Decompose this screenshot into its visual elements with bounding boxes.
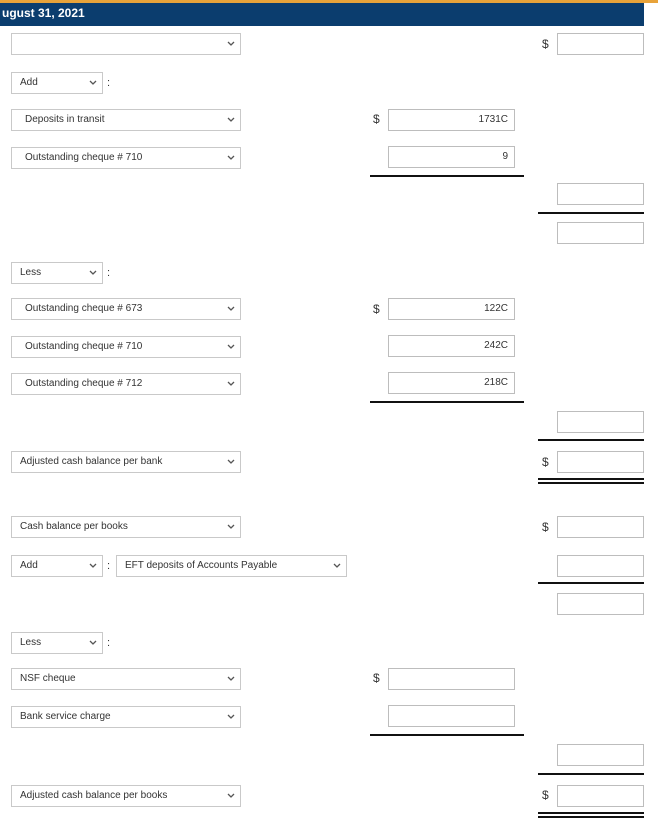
dollar-sign: $ [373,302,380,316]
total-rule [538,439,644,441]
dollar-sign: $ [542,37,549,51]
dollar-sign: $ [373,671,380,685]
bank-less-item-1-amount[interactable]: 122C [388,298,515,320]
chevron-down-icon [226,337,236,357]
cash-per-books-input[interactable] [557,516,644,538]
subtotal-rule [370,175,524,177]
adjusted-bank-total-input[interactable] [557,451,644,473]
books-less-total-input[interactable] [557,744,644,766]
bank-less-item-3-select[interactable]: Outstanding cheque # 712 [11,373,241,395]
colon-separator: : [107,637,111,649]
bank-less-item-3-amount[interactable]: 218C [388,372,515,394]
double-rule-top [538,812,644,814]
double-rule-top [538,478,644,480]
adjusted-books-total-input[interactable] [557,785,644,807]
chevron-down-icon [226,669,236,689]
books-less-select[interactable]: Less [11,632,103,654]
bank-less-item-2-select[interactable]: Outstanding cheque # 710 [11,336,241,358]
dollar-sign: $ [542,520,549,534]
colon-separator: : [107,267,111,279]
books-add-total-input[interactable] [557,555,644,577]
bank-add-item-2-amount[interactable]: 9 [388,146,515,168]
books-less-item-2-amount[interactable] [388,705,515,727]
chevron-down-icon [226,110,236,130]
total-rule [538,582,644,584]
books-subtotal-input[interactable] [557,593,644,615]
total-rule [538,773,644,775]
chevron-down-icon [226,452,236,472]
bank-add-select[interactable]: Add [11,72,103,94]
chevron-down-icon [226,34,236,54]
chevron-down-icon [88,633,98,653]
dollar-sign: $ [373,112,380,126]
chevron-down-icon [88,556,98,576]
bank-add-total-input[interactable] [557,183,644,205]
chevron-down-icon [226,148,236,168]
subtotal-rule [370,401,524,403]
dollar-sign: $ [542,455,549,469]
dollar-sign: $ [542,788,549,802]
colon-separator: : [107,77,111,89]
chevron-down-icon [88,263,98,283]
bank-less-item-1-select[interactable]: Outstanding cheque # 673 [11,298,241,320]
bank-less-total-input[interactable] [557,411,644,433]
balance-per-bank-select[interactable] [11,33,241,55]
adjusted-bank-select[interactable]: Adjusted cash balance per bank [11,451,241,473]
chevron-down-icon [332,556,342,576]
chevron-down-icon [226,299,236,319]
books-add-select[interactable]: Add [11,555,103,577]
colon-separator: : [107,560,111,572]
chevron-down-icon [226,707,236,727]
bank-less-select[interactable]: Less [11,262,103,284]
chevron-down-icon [88,73,98,93]
bank-subtotal-input[interactable] [557,222,644,244]
statement-date-title: ugust 31, 2021 [2,6,85,20]
double-rule-bottom [538,482,644,484]
statement-header [0,3,644,26]
subtotal-rule [370,734,524,736]
chevron-down-icon [226,786,236,806]
adjusted-books-select[interactable]: Adjusted cash balance per books [11,785,241,807]
bank-add-item-2-select[interactable]: Outstanding cheque # 710 [11,147,241,169]
cash-per-books-select[interactable]: Cash balance per books [11,516,241,538]
balance-per-bank-input[interactable] [557,33,644,55]
bank-add-item-1-amount[interactable]: 1731C [388,109,515,131]
books-less-item-1-amount[interactable] [388,668,515,690]
books-less-item-2-select[interactable]: Bank service charge [11,706,241,728]
books-add-item-select[interactable]: EFT deposits of Accounts Payable [116,555,347,577]
chevron-down-icon [226,517,236,537]
bank-add-item-1-select[interactable]: Deposits in transit [11,109,241,131]
books-less-item-1-select[interactable]: NSF cheque [11,668,241,690]
total-rule [538,212,644,214]
chevron-down-icon [226,374,236,394]
bank-less-item-2-amount[interactable]: 242C [388,335,515,357]
